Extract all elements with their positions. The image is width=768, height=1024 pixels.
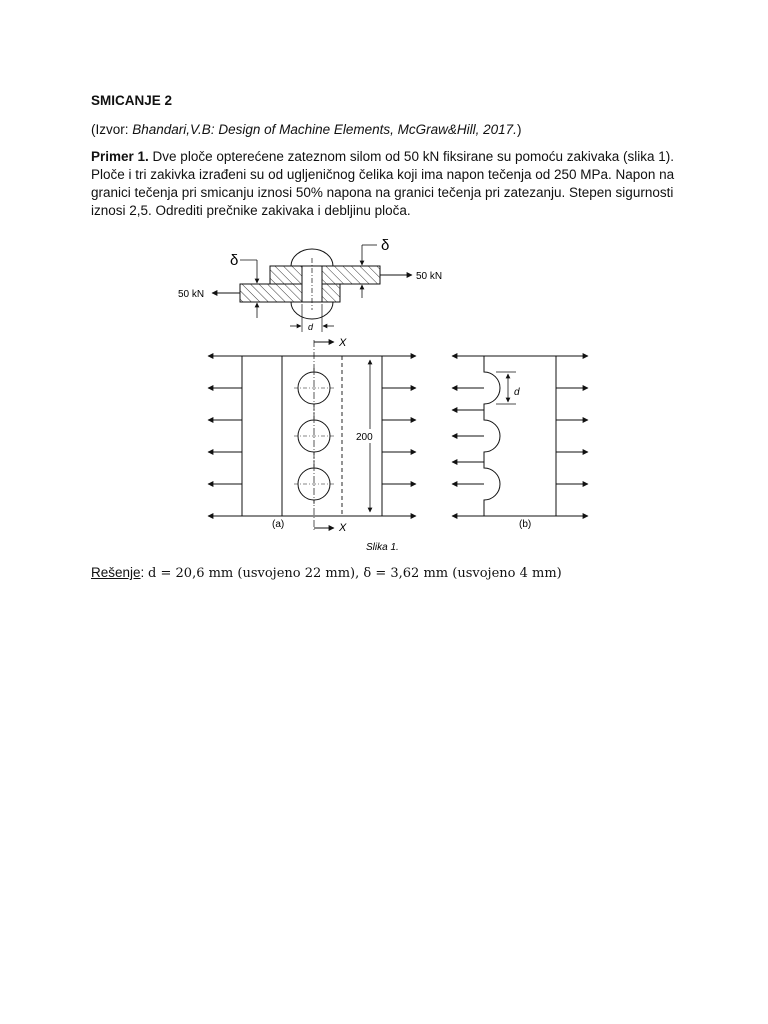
rivet-hole <box>294 372 334 404</box>
riveted-joint-figure <box>160 230 600 560</box>
source-citation: Bhandari,V.B: Design of Machine Elements, McGraw&Hill, 2017. <box>132 122 517 137</box>
solution-colon: : <box>140 565 149 580</box>
lap-joint-side-view <box>178 237 442 332</box>
view-label-b: (b) <box>519 519 532 530</box>
problem-statement <box>91 148 691 220</box>
rivet-head-bottom <box>291 302 333 319</box>
rivet-hole <box>294 468 334 500</box>
upper-plate <box>270 266 380 284</box>
plan-view-b <box>452 356 588 530</box>
delta-label-left: δ <box>230 252 239 269</box>
lower-plate <box>240 284 340 302</box>
section-label-bottom: X <box>339 522 347 534</box>
force-right-label: 50 kN <box>416 271 443 282</box>
problem-label: Primer 1. <box>91 149 149 164</box>
solution-label: Rešenje <box>91 565 141 580</box>
rivet-sections-profile <box>484 356 500 516</box>
problem-text: Dve ploče opterećene zateznom silom od 50 kN fiksirane su pomoću zakivaka (slika 1). Ploče i tri zakivka izrađeni su od ugljeničnog čelika koji ima napon tečenja od 250 MPa. Napon na granici tečenja pri smicanju iznosi 50% napona na granici tečenja pri zatezanju. Stepen sigurnosti iznosi 2,5. Odrediti prečnike zakivaka i debljinu ploča. <box>91 149 675 218</box>
figure-caption: Slika 1. <box>366 542 399 553</box>
view-label-a: (a) <box>272 519 285 530</box>
delta-label-right: δ <box>381 237 390 254</box>
rivet-hole <box>294 420 334 452</box>
force-left-label: 50 kN <box>178 289 205 300</box>
section-label-top: X <box>339 337 347 349</box>
source-reference <box>91 121 521 138</box>
solution-text: d = 20,6 mm (usvojeno 22 mm), δ = 3,62 mm (usvojeno 4 mm) <box>148 566 562 581</box>
source-prefix: (Izvor: <box>91 122 133 137</box>
page-heading: SMICANJE 2 <box>91 93 173 108</box>
plan-view-a <box>208 337 416 534</box>
d-label-side: d <box>308 322 314 332</box>
rivet-head-top <box>291 249 333 266</box>
solution-line <box>91 565 562 581</box>
source-suffix: ) <box>516 122 522 137</box>
d-label-b: d <box>514 387 520 398</box>
width-dimension-label: 200 <box>356 432 373 443</box>
